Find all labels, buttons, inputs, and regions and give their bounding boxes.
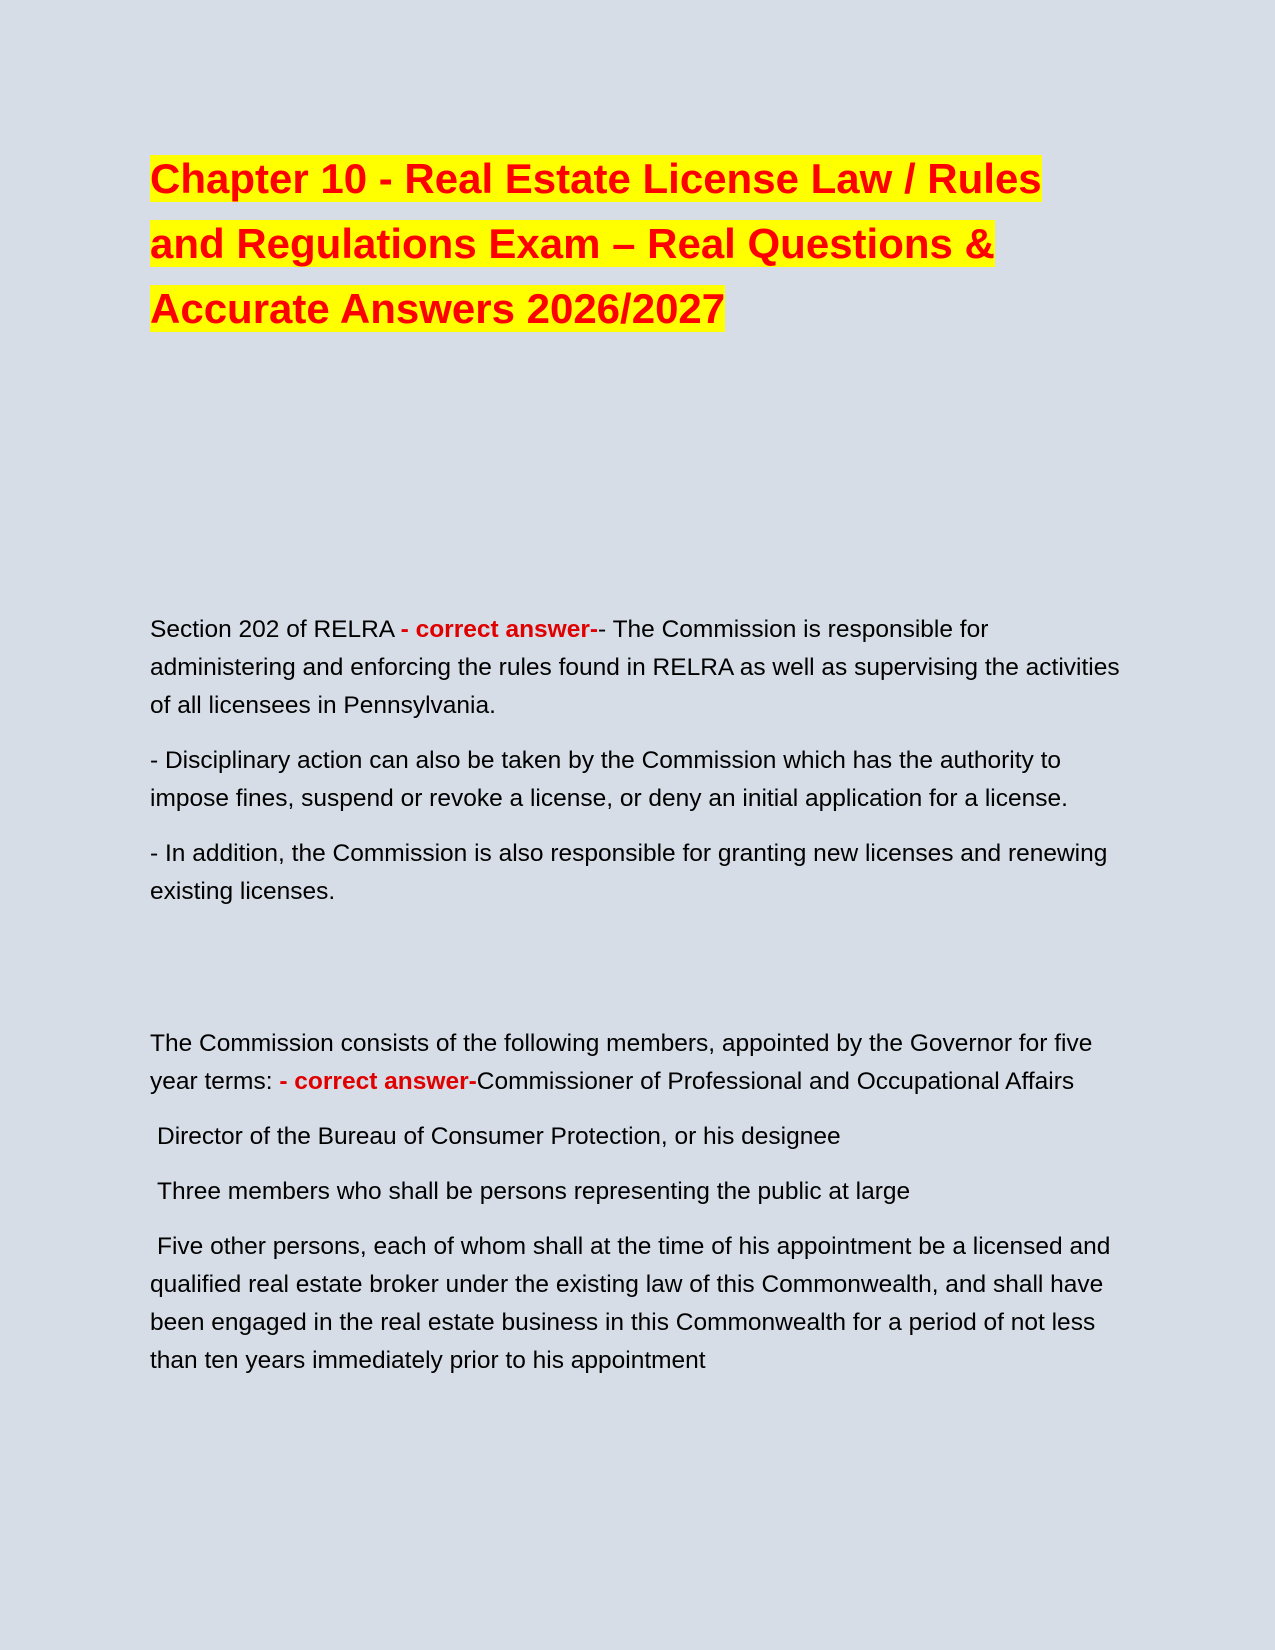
qa-answer-paragraph: - Disciplinary action can also be taken by the Commission which has the authority to impose fines, suspend or revoke a license, or deny an initial application for a license. [150, 747, 1068, 812]
qa-question: Section 202 of RELRA [150, 616, 394, 643]
qa-question-paragraph [150, 611, 1120, 725]
document-title-text: Chapter 10 - Real Estate License Law / Rules and Regulations Exam – Real Questions & Accurate Answers 2026/2027 [150, 155, 1042, 332]
qa-answer-paragraph: Three members who shall be persons representing the public at large [157, 1178, 911, 1205]
qa-answer-paragraph: Five other persons, each of whom shall at the time of his appointment be a licensed and qualified real estate broker under the existing law of this Commonwealth, and shall have been engaged in the real estate business in this Commonwealth for a period of not less than ten years immediately prior to his appointment [150, 1233, 1111, 1374]
qa-answer-lead: - The Commission is responsible for administering and enforcing the rules found in RELRA as well as supervising the activities of all licensees in Pennsylvania. [150, 616, 1120, 719]
qa-answer-paragraph: - In addition, the Commission is also responsible for granting new licenses and renewing existing licenses. [150, 840, 1108, 905]
qa-question-paragraph [150, 1025, 1120, 1101]
qa-item-commission-members [150, 1025, 1120, 1397]
correct-answer-marker: - correct answer- [279, 1068, 477, 1095]
qa-answer-paragraph: Director of the Bureau of Consumer Protection, or his designee [157, 1123, 841, 1150]
qa-answer-lead: Commissioner of Professional and Occupational Affairs [476, 1068, 1075, 1095]
qa-item-section-202 [150, 611, 1120, 928]
document-title [150, 146, 1110, 341]
qa-question: The Commission consists of the following members, appointed by the Governor for five year terms: [150, 1030, 1093, 1095]
correct-answer-marker: - correct answer- [400, 616, 599, 643]
